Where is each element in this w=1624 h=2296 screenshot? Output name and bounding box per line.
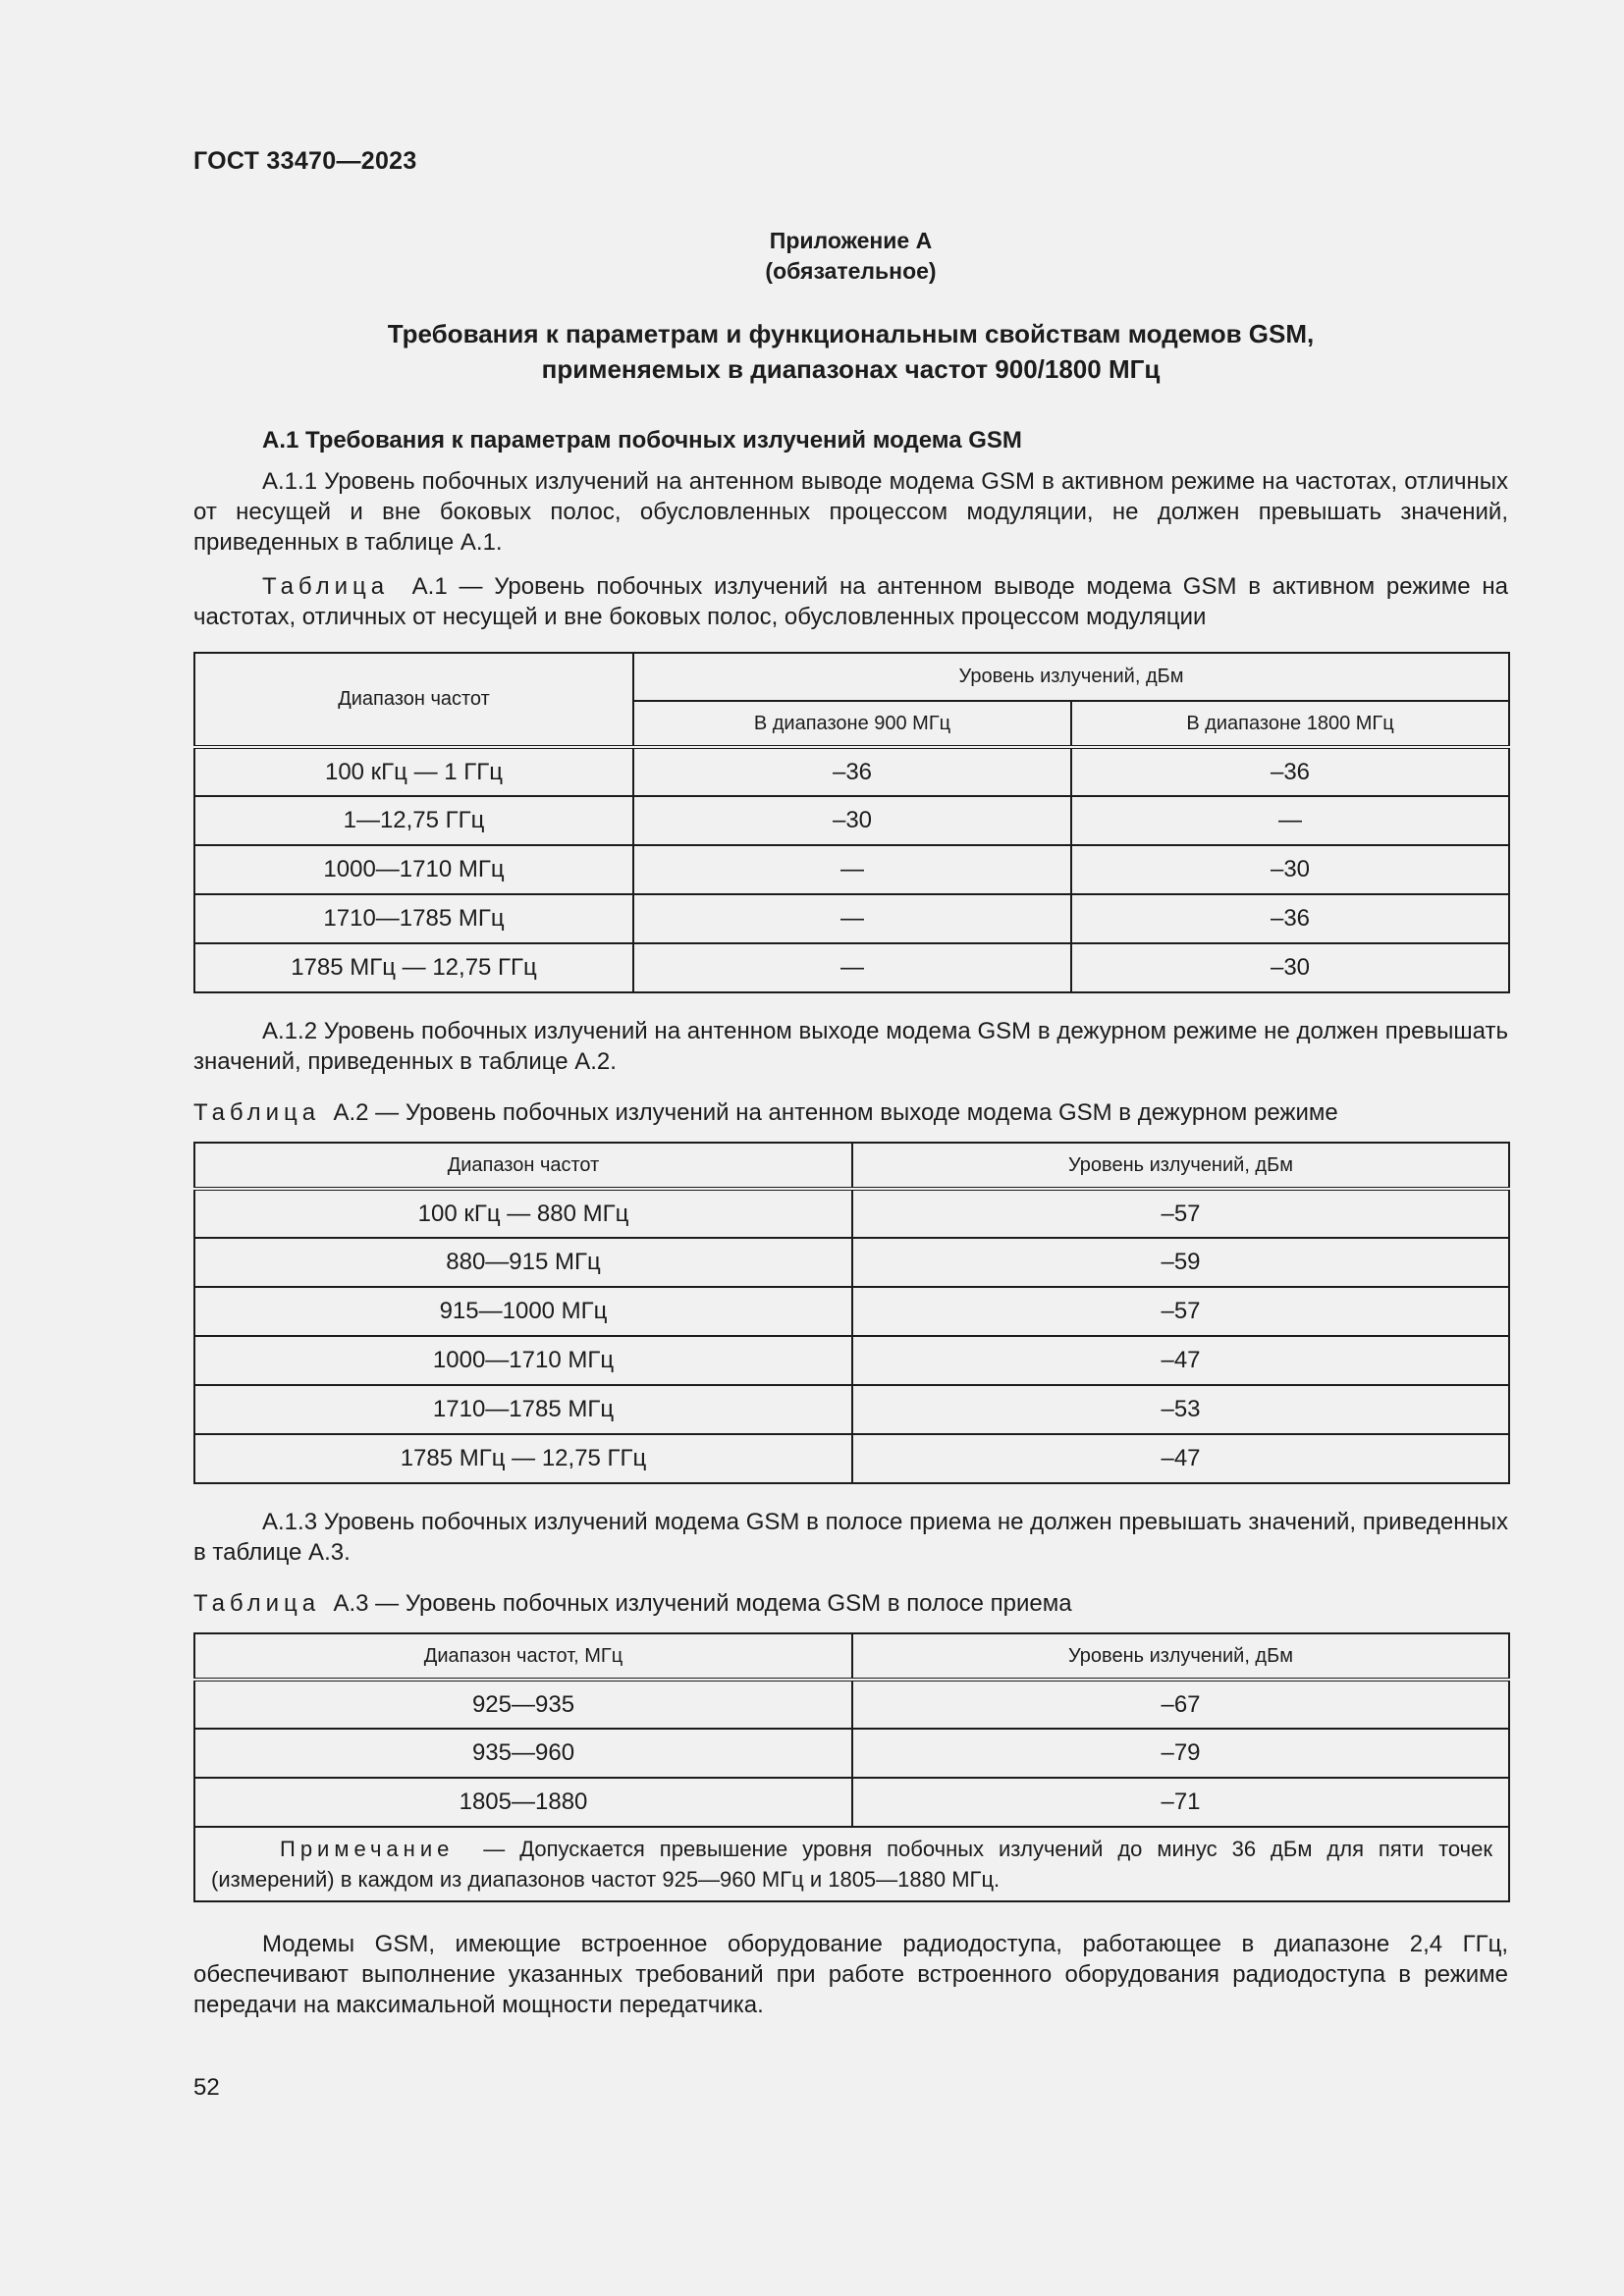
table-cell: –57 (852, 1189, 1509, 1238)
table-cell: –47 (852, 1336, 1509, 1385)
table-cell: –30 (633, 796, 1071, 845)
table-a1 (193, 652, 1510, 993)
table-a3-caption-text: А.3 — Уровень побочных излучений модема GSM в полосе приема (333, 1590, 1072, 1617)
table-a3-header-level: Уровень излучений, дБм (852, 1633, 1509, 1680)
table-cell: –71 (852, 1778, 1509, 1827)
table-cell: –30 (1071, 943, 1509, 992)
table-a2 (193, 1142, 1510, 1484)
table-row (194, 796, 1509, 845)
table-cell: 1710—1785 МГц (194, 1385, 852, 1434)
table-a1-header-range: Диапазон частот (194, 653, 633, 747)
table-cell: 100 кГц — 1 ГГц (194, 747, 633, 796)
table-cell: 935—960 (194, 1729, 852, 1778)
note-word: Примечание (280, 1837, 455, 1861)
paragraph-a11-text: А.1.1 Уровень побочных излучений на антенном выводе модема GSM в активном режиме на частотах, отличных от несущей и вне боковых полос, обусловленных процессом модуляции, не должен превышать значений, приведенных в таблице А.1. (193, 468, 1508, 556)
table-row (194, 1189, 1509, 1238)
table-cell: 1785 МГц — 12,75 ГГц (194, 943, 633, 992)
table-a2-caption (193, 1097, 1508, 1128)
table-cell: –79 (852, 1729, 1509, 1778)
table-row (194, 747, 1509, 796)
table-a1-header-1800: В диапазоне 1800 МГц (1071, 701, 1509, 747)
table-a1-caption-word: Таблица (262, 573, 390, 600)
section-a1-heading: А.1 Требования к параметрам побочных излучений модема GSM (262, 427, 1022, 454)
table-cell: — (1071, 796, 1509, 845)
table-cell: 1000—1710 МГц (194, 1336, 852, 1385)
paragraph-a11 (193, 466, 1508, 558)
table-a3-note (194, 1827, 1509, 1901)
page-number: 52 (193, 2074, 220, 2101)
table-cell: –36 (633, 747, 1071, 796)
table-row (194, 1336, 1509, 1385)
table-row (194, 1680, 1509, 1729)
table-cell: 1000—1710 МГц (194, 845, 633, 894)
table-cell: –36 (1071, 747, 1509, 796)
table-cell: –57 (852, 1287, 1509, 1336)
table-cell: 100 кГц — 880 МГц (194, 1189, 852, 1238)
note-text: — Допускается превышение уровня побочных излучений до минус 36 дБм для пяти точек (измерений) в каждом из диапазонов частот 925—960 МГц и 1805—1880 МГц. (211, 1837, 1492, 1892)
table-cell: 1785 МГц — 12,75 ГГц (194, 1434, 852, 1483)
table-cell: –47 (852, 1434, 1509, 1483)
table-cell: –36 (1071, 894, 1509, 943)
table-cell: –67 (852, 1680, 1509, 1729)
main-title-line-2: применяемых в диапазонах частот 900/1800 МГц (541, 354, 1161, 384)
appendix-main-title (193, 316, 1508, 387)
table-row (194, 943, 1509, 992)
table-row (194, 845, 1509, 894)
table-cell: –59 (852, 1238, 1509, 1287)
table-cell: 915—1000 МГц (194, 1287, 852, 1336)
table-row (194, 1238, 1509, 1287)
appendix-title: Приложение А (769, 228, 933, 253)
table-a3-header-range: Диапазон частот, МГц (194, 1633, 852, 1680)
table-a2-header-range: Диапазон частот (194, 1143, 852, 1189)
table-a2-header-level: Уровень излучений, дБм (852, 1143, 1509, 1189)
document-id: ГОСТ 33470—2023 (193, 147, 417, 175)
table-row (194, 1287, 1509, 1336)
table-row (194, 1434, 1509, 1483)
table-a3-note-row (194, 1827, 1509, 1901)
paragraph-a12-text: А.1.2 Уровень побочных излучений на антенном выходе модема GSM в дежурном режиме не должен превышать значений, приведенных в таблице А.2. (193, 1018, 1508, 1075)
table-cell: 925—935 (194, 1680, 852, 1729)
table-cell: 1805—1880 (194, 1778, 852, 1827)
table-cell: — (633, 845, 1071, 894)
table-a3-caption (193, 1588, 1508, 1619)
table-a3-caption-word: Таблица (193, 1590, 321, 1617)
table-a1-header-level: Уровень излучений, дБм (633, 653, 1509, 701)
table-cell: 880—915 МГц (194, 1238, 852, 1287)
paragraph-a12 (193, 1016, 1508, 1077)
table-row (194, 1385, 1509, 1434)
table-row (194, 1778, 1509, 1827)
table-cell: — (633, 943, 1071, 992)
table-cell: –30 (1071, 845, 1509, 894)
paragraph-a13-text: А.1.3 Уровень побочных излучений модема GSM в полосе приема не должен превышать значений, приведенных в таблице А.3. (193, 1509, 1508, 1566)
paragraph-final-text: Модемы GSM, имеющие встроенное оборудование радиодоступа, работающее в диапазоне 2,4 ГГц, обеспечивают выполнение указанных требований при работе встроенного оборудования радиодоступа в режиме передачи на максимальной мощности передатчика. (193, 1931, 1508, 2018)
table-cell: 1710—1785 МГц (194, 894, 633, 943)
table-row (194, 1729, 1509, 1778)
appendix-heading (193, 226, 1508, 287)
table-cell: — (633, 894, 1071, 943)
paragraph-final (193, 1929, 1508, 2020)
table-row (194, 894, 1509, 943)
table-cell: –53 (852, 1385, 1509, 1434)
table-cell: 1—12,75 ГГц (194, 796, 633, 845)
main-title-line-1: Требования к параметрам и функциональным свойствам модемов GSM, (387, 319, 1315, 348)
appendix-status: (обязательное) (765, 258, 937, 284)
table-a1-caption (193, 571, 1508, 632)
table-a1-header-900: В диапазоне 900 МГц (633, 701, 1071, 747)
paragraph-a13 (193, 1507, 1508, 1568)
table-a2-caption-text: А.2 — Уровень побочных излучений на антенном выходе модема GSM в дежурном режиме (333, 1099, 1338, 1126)
table-a2-caption-word: Таблица (193, 1099, 321, 1126)
table-a1-caption-text: А.1 — Уровень побочных излучений на антенном выводе модема GSM в активном режиме на частотах, отличных от несущей и вне боковых полос, обусловленных процессом модуляции (193, 573, 1509, 630)
table-a3 (193, 1632, 1510, 1902)
